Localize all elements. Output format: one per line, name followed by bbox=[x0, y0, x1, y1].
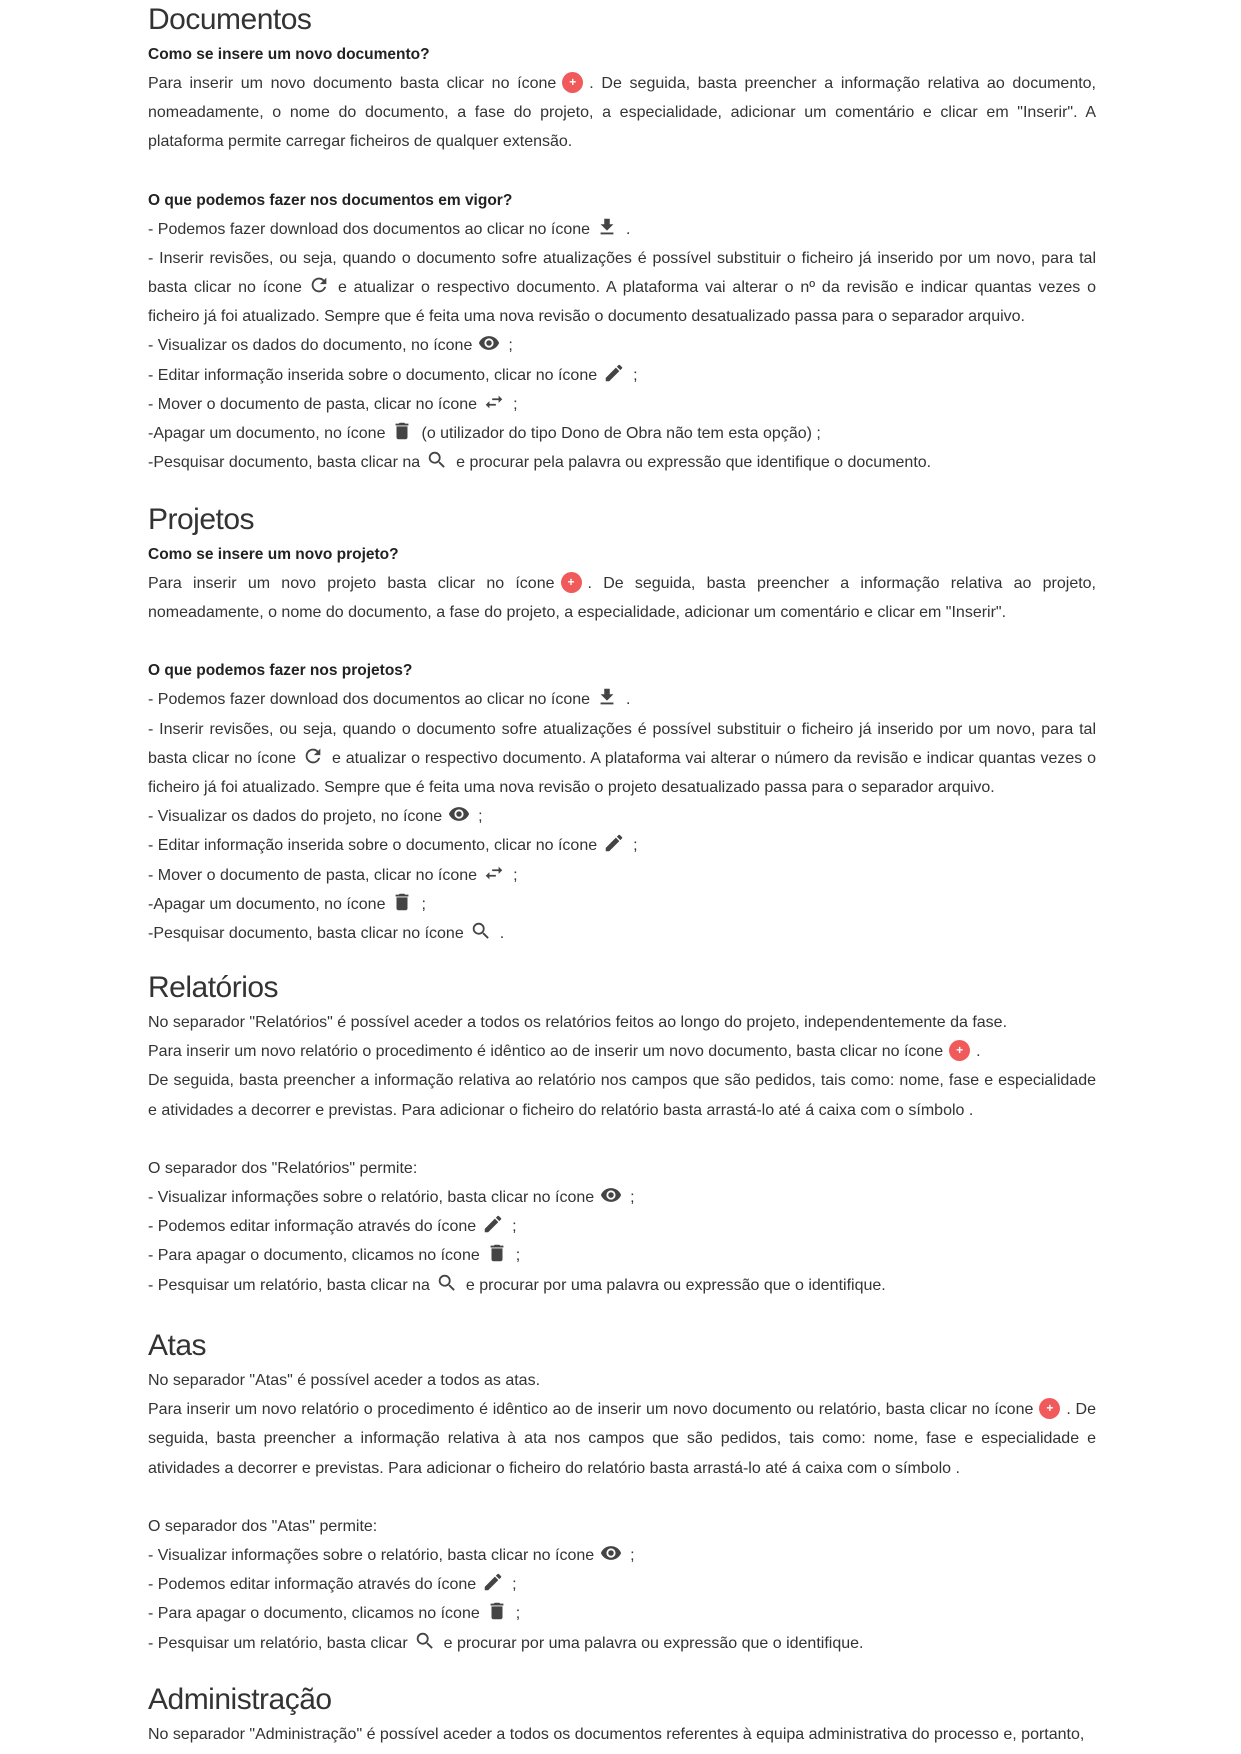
text: - Mover o documento de pasta, clicar no ícone bbox=[148, 395, 478, 413]
delete-icon bbox=[486, 1600, 510, 1622]
text: e procurar por uma palavra ou expressão que o identifique. bbox=[465, 1276, 886, 1294]
list-item bbox=[148, 1570, 1096, 1599]
section-atas bbox=[148, 1326, 1096, 1658]
paragraph: No separador "Administração" é possível aceder a todos os documentos referentes à equipa administrativa do processo e, portanto, bbox=[148, 1726, 1085, 1743]
add-circle-icon: + bbox=[1039, 1398, 1060, 1419]
text: ; bbox=[515, 1605, 521, 1623]
section-administracao bbox=[148, 1680, 1084, 1749]
section-relatorios bbox=[148, 968, 1096, 1300]
text: e atualizar o respectivo documento. A plataforma vai alterar o número da revisão e indicar quantas vezes o ficheiro já foi atualizado. Sempre que é feita uma nova revisão o projeto desatualizado passa para o separador arquivo. bbox=[148, 749, 1097, 797]
add-circle-icon: + bbox=[562, 72, 583, 93]
list-item bbox=[148, 419, 1096, 448]
text: - Para apagar o documento, clicamos no ícone bbox=[148, 1605, 480, 1623]
list-item bbox=[148, 890, 1096, 919]
text: - Mover o documento de pasta, clicar no ícone bbox=[148, 866, 478, 884]
search-icon bbox=[414, 1630, 438, 1652]
list-item bbox=[148, 715, 1096, 803]
text: e procurar por uma palavra ou expressão que o identifique. bbox=[443, 1634, 864, 1652]
text: . bbox=[626, 691, 631, 709]
text: -Pesquisar documento, basta clicar na bbox=[148, 454, 421, 472]
eye-icon bbox=[448, 803, 472, 825]
text: - Visualizar os dados do projeto, no ícone bbox=[148, 808, 443, 826]
section-documentos bbox=[148, 0, 1096, 477]
text: . De seguida, basta preencher a informação relativa à ata nos campos que são pedidos, tais como: nome, fase e especialidade e atividades a decorrer e previstas. Para adicionar o ficheiro do relatório basta arrastá-lo até á caixa com o símbolo . bbox=[148, 1401, 1097, 1477]
paragraph bbox=[148, 69, 1096, 157]
list-item bbox=[148, 831, 1096, 860]
text: -Apagar um documento, no ícone bbox=[148, 895, 386, 913]
search-icon bbox=[470, 920, 494, 942]
text: Para inserir um novo documento basta clicar no ícone bbox=[148, 75, 557, 92]
edit-icon bbox=[603, 362, 627, 384]
section-title: Documentos bbox=[148, 3, 312, 36]
text: Para inserir um novo relatório o procedimento é idêntico ao de inserir um novo documento ou relatório, basta clicar no ícone bbox=[148, 1401, 1034, 1419]
paragraph bbox=[148, 569, 1096, 627]
paragraph: O separador dos "Relatórios" permite: bbox=[148, 1159, 418, 1177]
list-item bbox=[148, 1541, 1096, 1570]
text: - Podemos editar informação através do ícone bbox=[148, 1576, 477, 1594]
edit-icon bbox=[482, 1571, 506, 1593]
text: . bbox=[499, 925, 505, 943]
text: - Visualizar informações sobre o relatório, basta clicar no ícone bbox=[148, 1547, 595, 1565]
paragraph: De seguida, basta preencher a informação relativa ao relatório nos campos que são pedidos, tais como: nome, fase e especialidade e atividades a decorrer e previstas. Para adicionar o ficheiro do relatório basta arrastá-lo até á caixa com o símbolo . bbox=[148, 1072, 1096, 1119]
list-item bbox=[148, 215, 1096, 244]
search-icon bbox=[426, 449, 450, 471]
text: ; bbox=[633, 366, 638, 384]
list-item bbox=[148, 361, 1096, 390]
list-item bbox=[148, 244, 1096, 332]
search-icon bbox=[436, 1272, 460, 1294]
download-icon bbox=[596, 216, 620, 238]
delete-icon bbox=[486, 1242, 510, 1264]
list-item bbox=[148, 448, 1096, 477]
text: . De seguida, basta preencher a informação relativa ao documento, nomeadamente, o nome do documento, a fase do projeto, a especialidade, adicionar um comentário e clicar em "Inserir". A plataforma permite carregar ficheiros de qualquer extensão. bbox=[148, 75, 1097, 151]
text: -Pesquisar documento, basta clicar no ícone bbox=[148, 925, 464, 943]
section-title: Atas bbox=[148, 1329, 207, 1362]
eye-icon bbox=[600, 1184, 624, 1206]
section-title: Relatórios bbox=[148, 971, 279, 1004]
text: -Apagar um documento, no ícone bbox=[148, 425, 386, 443]
text: - Visualizar os dados do documento, no ícone bbox=[148, 337, 473, 355]
list-item bbox=[148, 685, 1096, 714]
text: - Podemos editar informação através do ícone bbox=[148, 1218, 477, 1236]
add-circle-icon: + bbox=[949, 1040, 970, 1061]
text: Para inserir um novo relatório o procedimento é idêntico ao de inserir um novo documento, basta clicar no ícone bbox=[148, 1043, 944, 1061]
swap-icon bbox=[483, 862, 507, 884]
delete-icon bbox=[391, 891, 415, 913]
text: - Podemos fazer download dos documentos ao clicar no ícone bbox=[148, 220, 591, 238]
text: . bbox=[626, 220, 631, 238]
paragraph: O separador dos "Atas" permite: bbox=[148, 1517, 378, 1535]
question-heading: Como se insere um novo projeto? bbox=[148, 546, 399, 563]
text: - Para apagar o documento, clicamos no ícone bbox=[148, 1247, 480, 1265]
text: . De seguida, basta preencher a informação relativa ao projeto, nomeadamente, o nome do documento, a fase do projeto, a especialidade, adicionar um comentário e clicar em "Inserir". bbox=[148, 575, 1097, 622]
paragraph bbox=[148, 1395, 1096, 1483]
section-title: Administração bbox=[148, 1683, 332, 1716]
delete-icon bbox=[391, 420, 415, 442]
list-item bbox=[148, 919, 1096, 948]
download-icon bbox=[596, 686, 620, 708]
text: e procurar pela palavra ou expressão que identifique o documento. bbox=[456, 454, 932, 472]
text: ; bbox=[512, 1576, 517, 1594]
text: ; bbox=[513, 395, 518, 413]
refresh-icon bbox=[302, 745, 326, 767]
section-title: Projetos bbox=[148, 503, 255, 536]
text: ; bbox=[515, 1247, 521, 1265]
text: ; bbox=[512, 1218, 517, 1236]
text: ; bbox=[478, 808, 483, 826]
list-item bbox=[148, 1271, 1096, 1300]
text: ; bbox=[633, 837, 638, 855]
list-item bbox=[148, 1599, 1096, 1628]
text: ; bbox=[513, 866, 518, 884]
edit-icon bbox=[482, 1213, 506, 1235]
list-item bbox=[148, 1212, 1096, 1241]
text: - Podemos fazer download dos documentos ao clicar no ícone bbox=[148, 691, 591, 709]
paragraph: No separador "Relatórios" é possível aceder a todos os relatórios feitos ao longo do projeto, independentemente da fase. bbox=[148, 1014, 1008, 1031]
refresh-icon bbox=[308, 274, 332, 296]
text: - Inserir revisões, ou seja, quando o documento sofre atualizações é possível substituir o ficheiro já inserido por um novo, para tal basta clicar no ícone bbox=[148, 249, 1096, 297]
text: - Editar informação inserida sobre o documento, clicar no ícone bbox=[148, 366, 598, 384]
text: ; bbox=[421, 895, 426, 913]
text: - Pesquisar um relatório, basta clicar na bbox=[148, 1276, 430, 1294]
text: Para inserir um novo projeto basta clicar no ícone bbox=[148, 575, 555, 592]
text: - Inserir revisões, ou seja, quando o documento sofre atualizações é possível substituir o ficheiro já inserido por um novo, para tal basta clicar no ícone bbox=[148, 720, 1096, 767]
text: ; bbox=[630, 1189, 635, 1207]
text: ; bbox=[630, 1547, 635, 1565]
list-item bbox=[148, 802, 1096, 831]
question-heading: O que podemos fazer nos projetos? bbox=[148, 662, 413, 680]
text: (o utilizador do tipo Dono de Obra não tem esta opção) ; bbox=[421, 425, 821, 443]
swap-icon bbox=[483, 391, 507, 413]
text: - Editar informação inserida sobre o documento, clicar no ícone bbox=[148, 837, 598, 855]
question-heading: O que podemos fazer nos documentos em vigor? bbox=[148, 191, 513, 209]
edit-icon bbox=[603, 832, 627, 854]
eye-icon bbox=[600, 1542, 624, 1564]
text: e atualizar o respectivo documento. A plataforma vai alterar o nº da revisão e indicar quantas vezes o ficheiro já foi atualizado. Sempre que é feita uma nova revisão o documento desatualizado passa para o separador arquivo. bbox=[148, 279, 1097, 326]
list-item bbox=[148, 861, 1096, 890]
add-circle-icon: + bbox=[561, 572, 582, 593]
list-item bbox=[148, 1629, 1096, 1658]
list-item bbox=[148, 1241, 1096, 1270]
paragraph bbox=[148, 1037, 1096, 1066]
list-item bbox=[148, 390, 1096, 419]
list-item bbox=[148, 331, 1096, 360]
paragraph: No separador "Atas" é possível aceder a todos as atas. bbox=[148, 1372, 541, 1389]
question-heading: Como se insere um novo documento? bbox=[148, 46, 430, 63]
text: - Pesquisar um relatório, basta clicar bbox=[148, 1634, 408, 1652]
text: ; bbox=[508, 337, 513, 355]
section-projetos bbox=[148, 500, 1096, 948]
text: - Visualizar informações sobre o relatório, basta clicar no ícone bbox=[148, 1189, 595, 1207]
text: . bbox=[976, 1043, 981, 1061]
list-item bbox=[148, 1183, 1096, 1212]
eye-icon bbox=[478, 332, 502, 354]
